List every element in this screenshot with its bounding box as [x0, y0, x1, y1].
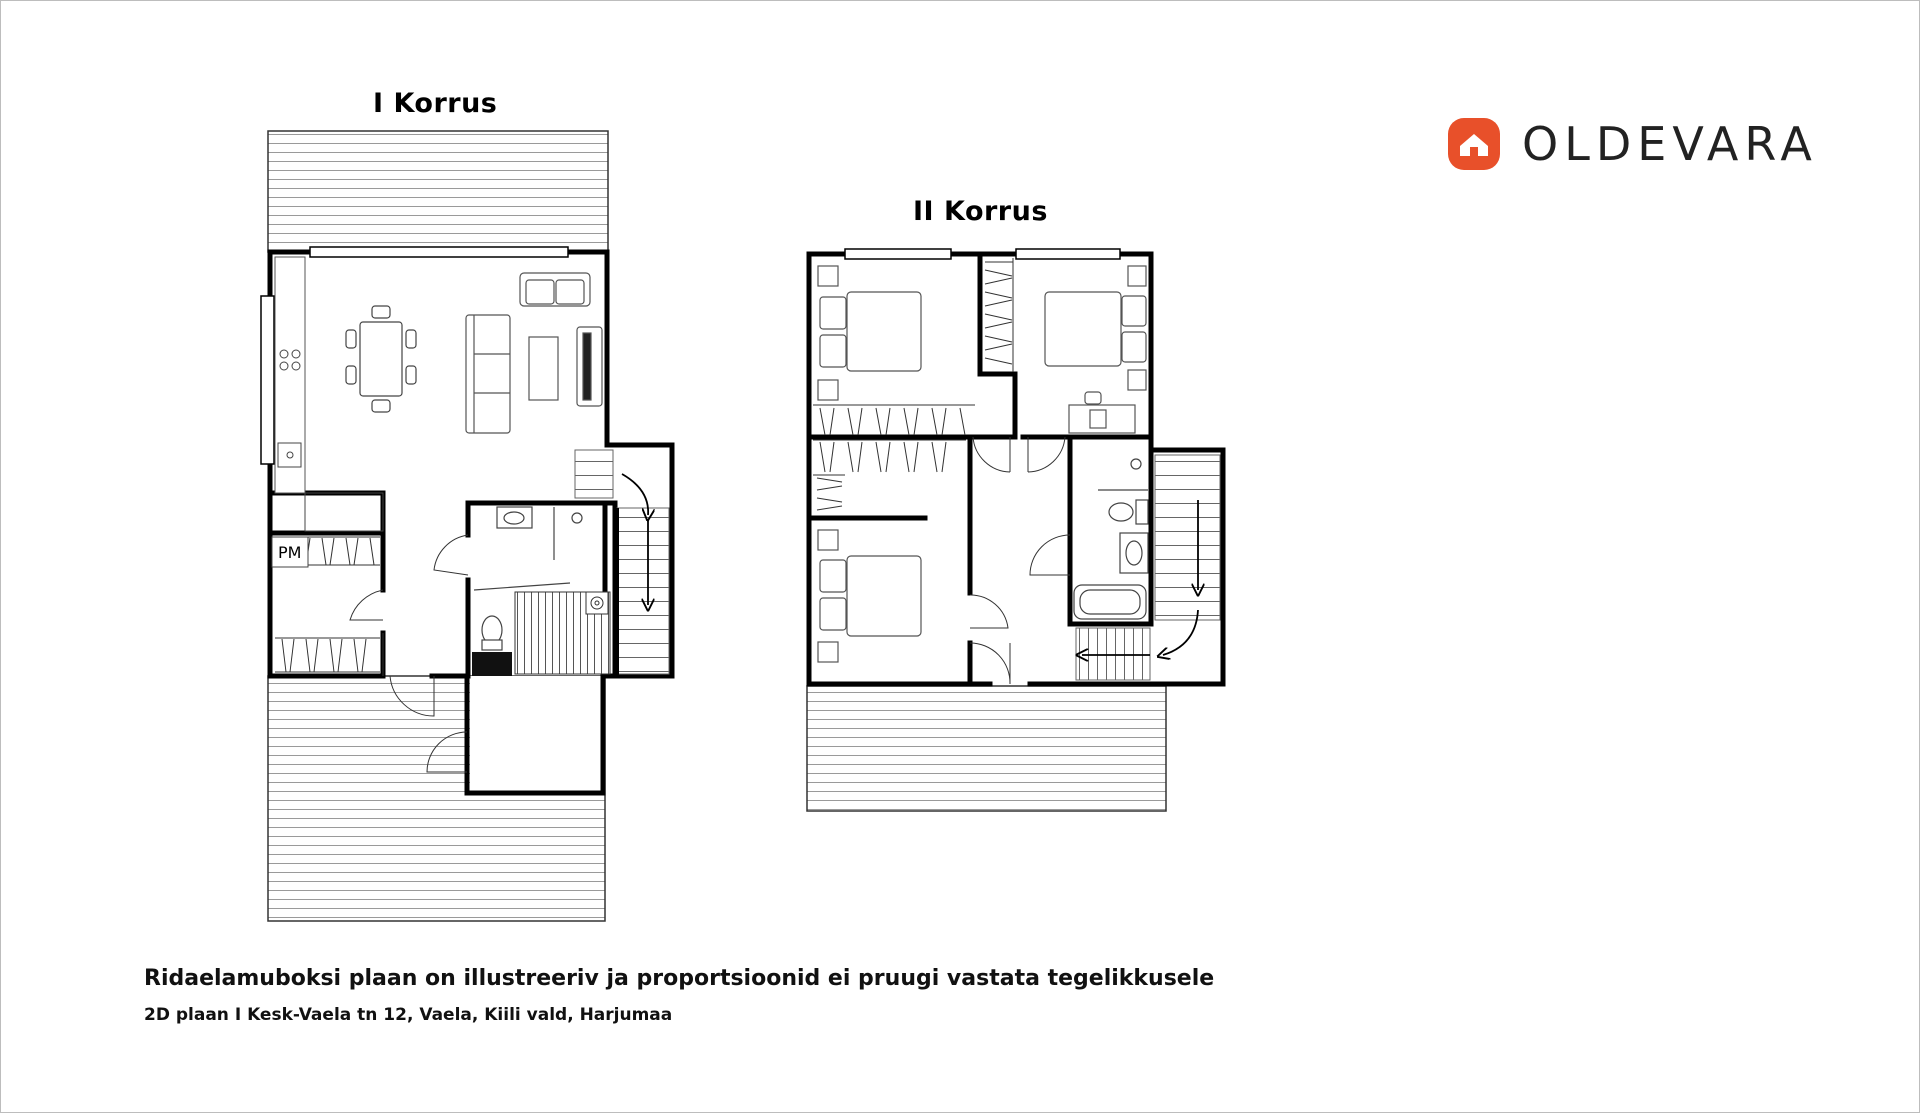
front-terrace — [268, 131, 608, 252]
second-floor-title: II Korrus — [913, 196, 1048, 227]
logo-wordmark: OLDEVARA — [1522, 117, 1818, 171]
plan-address: 2D plaan I Kesk-Vaela tn 12, Vaela, Kiili vald, Harjumaa — [144, 1005, 673, 1025]
pm-room-label: PM — [278, 543, 302, 562]
second-floor-terrace — [807, 686, 1166, 811]
plan-disclaimer: Ridaelamuboksi plaan on illustreeriv ja proportsioonid ei pruugi vastata tegelikkusele — [144, 966, 1215, 991]
first-floor-plan — [261, 131, 672, 921]
first-floor-title: I Korrus — [373, 88, 498, 119]
second-floor-plan — [807, 249, 1223, 811]
